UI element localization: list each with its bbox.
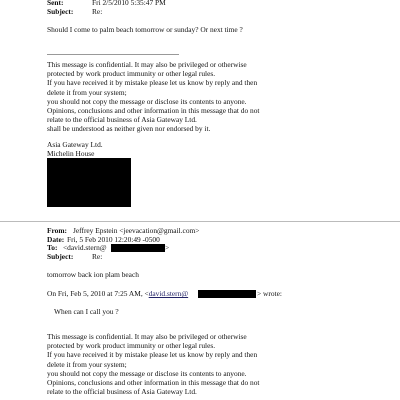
redaction-block: [111, 244, 165, 252]
redaction-block: [47, 158, 131, 207]
quoted-body: When can I call you ?: [54, 307, 119, 316]
disclaimer-line: This message is confidential. It may also be privileged or otherwise: [47, 60, 247, 69]
disclaimer-line: If you have received it by mistake please let us know by reply and then: [47, 78, 258, 88]
signature-block: [47, 140, 103, 158]
subject-value: Re:: [92, 7, 103, 16]
quote-prefix: On Fri, Feb 5, 2010 at 7:25 AM, <: [47, 289, 149, 298]
disclaimer-block: [47, 60, 259, 134]
disclaimer-line: Opinions, conclusions and other information in this message that do not: [47, 106, 260, 116]
message-body: Should I come to palm beach tomorrow or sunday? Or next time ?: [47, 25, 243, 34]
disclaimer-line: This message is confidential. It may also be privileged or otherwise: [47, 332, 247, 341]
disclaimer-line: you should not copy the message or disclose its contents to anyone.: [47, 96, 247, 106]
message-body: tomorrow back ion plam beach: [47, 270, 139, 279]
disclaimer-block: [47, 332, 259, 396]
date-value: Fri, 5 Feb 2010 12:20:49 -0500: [67, 235, 160, 244]
quote-attribution: [47, 289, 188, 298]
disclaimer-line: protected by work product immunity or other legal rules.: [47, 341, 216, 351]
disclaimer-line: delete it from your system;: [47, 359, 127, 369]
redaction-block: [198, 290, 256, 298]
message-separator: [0, 221, 400, 222]
date-label: Date:: [47, 235, 65, 244]
subject-label: Subject:: [47, 252, 74, 261]
quote-suffix: > wrote:: [257, 289, 282, 298]
sent-label: Sent:: [47, 0, 64, 7]
disclaimer-line: protected by work product immunity or other legal rules.: [47, 69, 216, 79]
from-label: From:: [47, 226, 67, 235]
disclaimer-line: relate to the official business of Asia Gateway Ltd.: [47, 387, 197, 397]
from-value: Jeffrey Epstein <jeevacation@gmail.com>: [73, 226, 200, 235]
to-value: <david.stern@: [63, 243, 107, 252]
disclaimer-line: Opinions, conclusions and other information in this message that do not: [47, 378, 260, 388]
company-name: Asia Gateway Ltd.: [47, 140, 103, 149]
email-link[interactable]: david.stern@: [148, 289, 189, 298]
subject-value: Re:: [92, 252, 103, 261]
disclaimer-line: relate to the official business of Asia Gateway Ltd.: [47, 115, 197, 125]
disclaimer-line: delete it from your system;: [47, 87, 127, 97]
sent-value: Fri 2/5/2010 5:35:47 PM: [92, 0, 166, 7]
disclaimer-line: you should not copy the message or disclose its contents to anyone.: [47, 368, 247, 378]
to-value-tail: >: [165, 243, 170, 252]
signature-divider: [47, 54, 179, 55]
disclaimer-line: shall be understood as neither given nor endorsed by it.: [47, 124, 211, 134]
company-address: Michelin House: [47, 149, 95, 159]
disclaimer-line: If you have received it by mistake please let us know by reply and then: [47, 350, 258, 360]
subject-label: Subject:: [47, 7, 74, 16]
to-label: To:: [47, 243, 58, 252]
